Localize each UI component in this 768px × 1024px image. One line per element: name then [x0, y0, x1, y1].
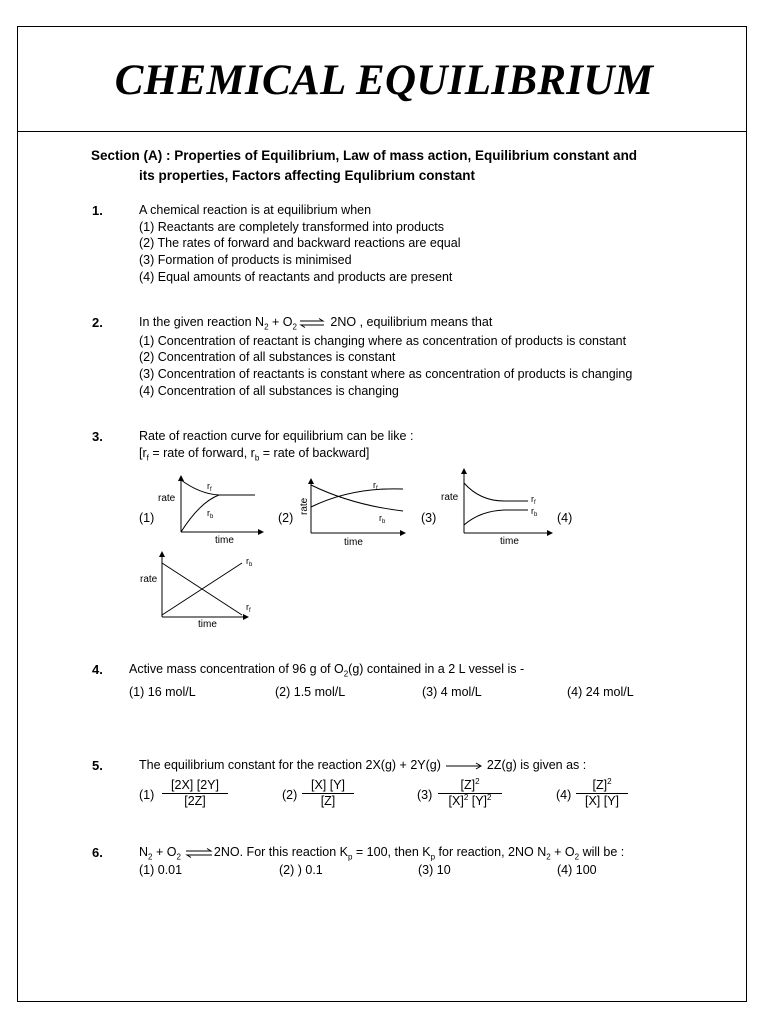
q5-label-4: (4)	[556, 788, 572, 802]
backward-rate-curve	[464, 510, 528, 525]
numerator: $[Z]^2$	[460, 776, 480, 792]
q3-option-label-4: (4)	[557, 511, 573, 525]
equilibrium-arrow-icon	[299, 318, 325, 328]
numerator: $[Z]^2$	[592, 776, 612, 792]
q2-option-3: (3) Concentration of reactants is constant where as concentration of products is changing	[139, 367, 633, 381]
denominator: $[X]^2$ $[Y]^2$	[438, 793, 502, 809]
axis-label-rate: rate	[140, 574, 158, 585]
denominator: [Z]	[302, 793, 354, 809]
rate-graph-4	[138, 550, 263, 630]
q6-option-3: (3) 10	[418, 863, 451, 877]
numerator: [2X] [2Y]	[171, 778, 219, 792]
rf-label: $r_f$	[531, 494, 536, 506]
rate-graph-2	[297, 475, 409, 550]
q5-stem: The equilibrium constant for the reaction 2X(g) + 2Y(g) 2Z(g) is given as :	[139, 758, 587, 772]
section-heading-line2: its properties, Factors affecting Equlibrium constant	[139, 168, 476, 183]
axis-label-rate: rate	[441, 492, 459, 503]
q3-option-label-3: (3)	[421, 511, 437, 525]
rate-graph-3	[440, 465, 555, 547]
q4-option-2: (2) 1.5 mol/L	[275, 685, 346, 699]
q2-option-4: (4) Concentration of all substances is changing	[139, 384, 399, 398]
q4-stem: Active mass concentration of 96 g of $O_2(g)$ contained in a 2 L vessel is -	[129, 662, 525, 679]
axis-label-time: time	[500, 536, 519, 547]
denominator: [X] [Y]	[576, 793, 628, 809]
q3-note: [$r_f$ = rate of forward, $r_b$ = rate of backward]	[139, 446, 370, 463]
title-divider	[17, 131, 747, 132]
q5-fraction-1	[162, 778, 228, 809]
q1-option-3: (3) Formation of products is minimised	[139, 253, 352, 267]
q3-option-label-2: (2)	[278, 511, 294, 525]
axis-label-time: time	[344, 537, 363, 548]
rf-label: $r_f$	[207, 481, 212, 493]
q5-label-3: (3)	[417, 788, 433, 802]
rb-label: $r_b$	[379, 513, 386, 525]
q1-option-2: (2) The rates of forward and backward reactions are equal	[139, 236, 461, 250]
numerator: [X] [Y]	[310, 778, 346, 792]
axis-label-rate: rate	[299, 497, 310, 515]
forward-rate-curve	[464, 483, 528, 501]
q5-label-1: (1)	[139, 788, 155, 802]
q2-stem: In the given reaction $N_2 + O_2$ 2NO , equilibrium means that	[139, 315, 493, 332]
forward-rate-curve	[181, 480, 255, 495]
q1-option-4: (4) Equal amounts of reactants and products are present	[139, 270, 453, 284]
rb-label: $r_b$	[207, 508, 214, 520]
q6-option-1: (1) 0.01	[139, 863, 183, 877]
q4-option-1: (1) 16 mol/L	[129, 685, 196, 699]
section-heading-line1: Section (A) : Properties of Equilibrium, Law of mass action, Equilibrium constant and	[91, 148, 638, 163]
q3-number: 3.	[92, 429, 103, 444]
q6-number: 6.	[92, 845, 103, 860]
rb-label: $r_b$	[246, 556, 253, 568]
q5-fraction-4	[576, 778, 628, 809]
rf-label: $r_f$	[246, 602, 251, 614]
axis-label-time: time	[198, 619, 217, 630]
q2-option-1: (1) Concentration of reactant is changing where as concentration of products is constant	[139, 334, 627, 348]
q4-number: 4.	[92, 662, 103, 677]
q3-stem: Rate of reaction curve for equilibrium can be like :	[139, 429, 414, 443]
forward-arrow-icon	[445, 762, 483, 770]
axis-label-time: time	[215, 535, 234, 546]
q3-option-label-1: (1)	[139, 511, 155, 525]
q1-option-1: (1) Reactants are completely transformed into products	[139, 220, 444, 234]
denominator: [2Z]	[162, 793, 228, 809]
q5-number: 5.	[92, 758, 103, 773]
equilibrium-arrow-icon	[185, 848, 213, 858]
q4-option-4: (4) 24 mol/L	[567, 685, 634, 699]
rf-label: $r_f$	[373, 480, 378, 492]
rb-label: $r_b$	[531, 506, 538, 518]
q6-stem: $N_2 + O_2$ 2NO. For this reaction $K_p = 100$, then $K_p$ for reaction, 2NO $N_2 + O_2$ will be :	[139, 845, 625, 862]
q5-label-2: (2)	[282, 788, 298, 802]
q6-option-2: (2) ) 0.1	[279, 863, 323, 877]
q1-number: 1.	[92, 203, 103, 218]
page-title: CHEMICAL EQUILIBRIUM	[114, 57, 654, 104]
q5-fraction-3	[438, 778, 502, 809]
q4-option-3: (3) 4 mol/L	[422, 685, 482, 699]
q2-option-2: (2) Concentration of all substances is constant	[139, 350, 396, 364]
q5-fraction-2	[302, 778, 354, 809]
rate-graph-1	[155, 472, 270, 547]
axis-label-rate: rate	[158, 493, 176, 504]
q2-number: 2.	[92, 315, 103, 330]
q1-stem: A chemical reaction is at equilibrium when	[139, 203, 372, 217]
q6-option-4: (4) 100	[557, 863, 597, 877]
